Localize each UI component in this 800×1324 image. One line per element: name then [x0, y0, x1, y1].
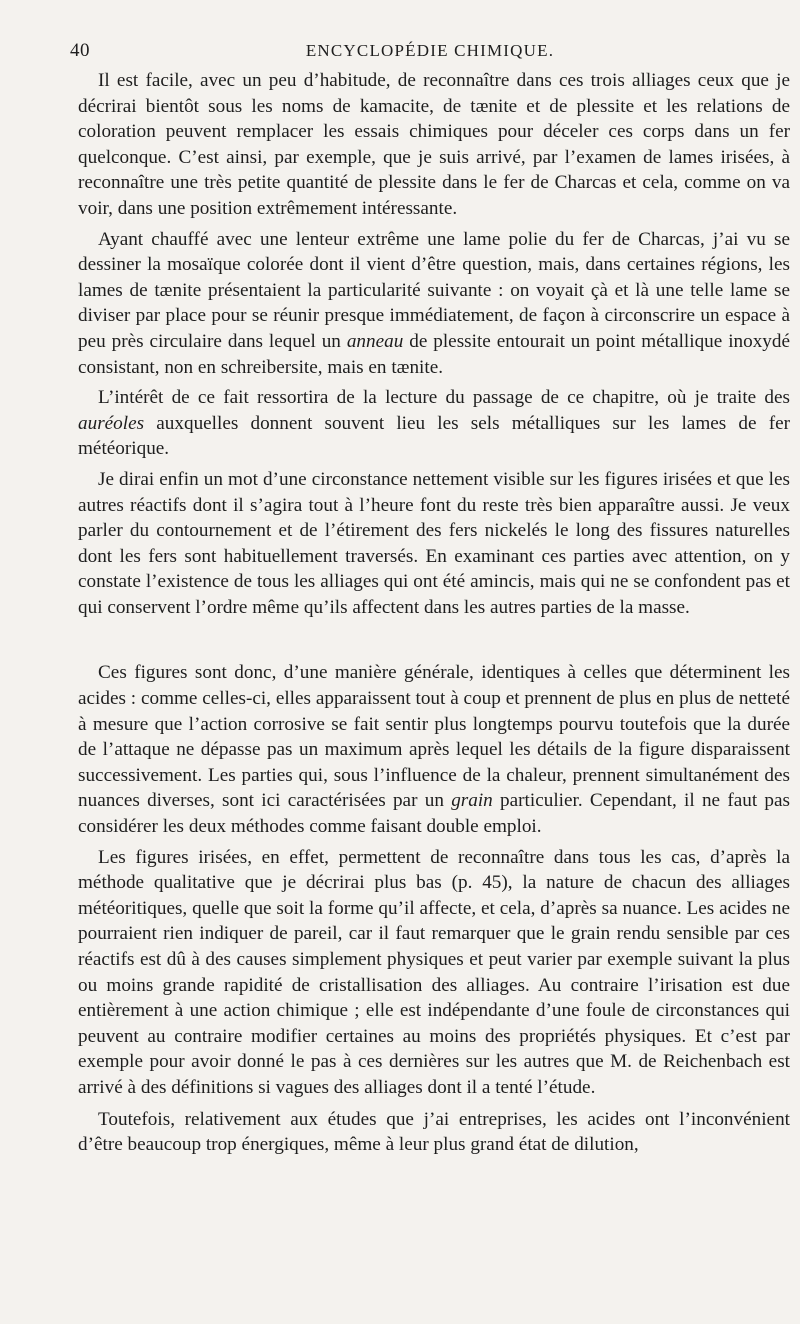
paragraph-aureoles — [78, 385, 790, 462]
page-number: 40 — [70, 40, 90, 61]
paragraph-text: Ayant chauffé avec une lenteur extrême une lame polie du fer de Charcas, j’ai vu se dessiner la mosaïque colorée dont il vient d’être question, mais, dans certaines régions, les lames de tænite présentaient la particularité suivante : on voyait çà et là une telle lame se diviser par place pour se réunir presque immédiatement, de façon à circonscrire un espace à peu près circulaire dans lequel un — [78, 228, 790, 352]
emphasis-aureoles: auréoles — [78, 412, 145, 434]
paragraph-figures-acides — [78, 660, 790, 839]
paragraph-figures-irisees: Les figures irisées, en effet, permettent de reconnaître dans tous les cas, d’après la méthode qualitative que je décrirai plus bas (p. 45), la nature de chacun des alliages météoritiques, quelle que soit la forme qu’il affecte, et cela, d’après sa nuance. Les acides ne pourraient rien indiquer de pareil, car il faut remarquer que le grain rendu sensible par ces réactifs est dû à des causes simplement physiques et peut varier par exemple suivant la plus ou moins grande rapidité de cristallisation des alliages. Au contraire l’irisation est due entièrement à une action chimique ; elle est indépendante d’une foule de circonstances qui peuvent au contraire modifier certaines au moins des propriétés physiques. Et c’est par exemple pour avoir donné le pas à ces dernières sur les autres que M. de Reichenbach est arrivé à des définitions si vagues des alliages dont il a tenté l’étude. — [78, 846, 790, 1098]
paragraph-text: Ces figures sont donc, d’une manière générale, identiques à celles que déterminent les acides : comme celles-ci, elles apparaissent tout à coup et prennent de plus en plus de netteté à mesure que l’action corrosive se fait sentir plus longtemps pourvu toutefois que la durée de l’attaque ne dépasse pas un maximum après lequel les détails de la figure disparaissent successivement. Les parties qui, sous l’influence de la chaleur, prennent simultanément des nuances diverses, sont ici caractérisées par un — [78, 662, 790, 812]
body-text — [78, 68, 790, 1158]
paragraph-text: particulier. Cependant, il ne faut pas considérer les deux méthodes comme faisant double emploi. — [78, 790, 790, 838]
paragraph-toutefois: Toutefois, relativement aux études que j’ai entreprises, les acides ont l’inconvénient d’être beaucoup trop énergiques, même à leur plus grand état de dilution, — [78, 1108, 790, 1156]
emphasis-grain: grain — [451, 790, 493, 812]
running-title: ENCYCLOPÉDIE CHIMIQUE. — [305, 41, 555, 60]
page-header — [70, 40, 790, 64]
paragraph-text: L’intérêt de ce fait ressortira de la lecture du passage de ce chapitre, où je traite des — [98, 387, 790, 409]
paragraph-alliages-coloration: Il est facile, avec un peu d’habitude, de reconnaître dans ces trois alliages ceux que je décrirai bientôt sous les noms de kamacite, de tænite et de plessite et les relations de coloration peuvent remplacer les essais chimiques pour déceler ces corps dans un fer quelconque. C’est ainsi, par exemple, que je suis arrivé, par l’examen de lames irisées, à reconnaître une très petite quantité de plessite dans le fer de Charcas et cela, comme on va voir, dans une position extrêmement intéressante. — [78, 70, 790, 219]
paragraph-fer-de-charcas — [78, 227, 790, 381]
emphasis-anneau: anneau — [346, 330, 404, 352]
paragraph-text: de plessite entourait un point métallique inoxydé consistant, non en schreibersite, mais en tænite. — [78, 330, 791, 378]
paragraph-text: auxquelles donnent souvent lieu les sels métalliques sur les lames de fer météorique. — [78, 412, 790, 460]
paragraph-fissures: Je dirai enfin un mot d’une circonstance nettement visible sur les figures irisées et que les autres réactifs dont il s’agira tout à l’heure font du reste très bien apparaître aussi. Je veux parler du contournement et de l’étirement des fers nickelés le long des fissures naturelles dont les fers sont habituellement traversés. En examinant ces parties avec attention, on y constate l’existence de tous les alliages qui ont été amincis, mais qui ne se confondent pas et qui conservent l’ordre même qu’ils affectent dans les autres parties de la masse. — [78, 468, 790, 618]
